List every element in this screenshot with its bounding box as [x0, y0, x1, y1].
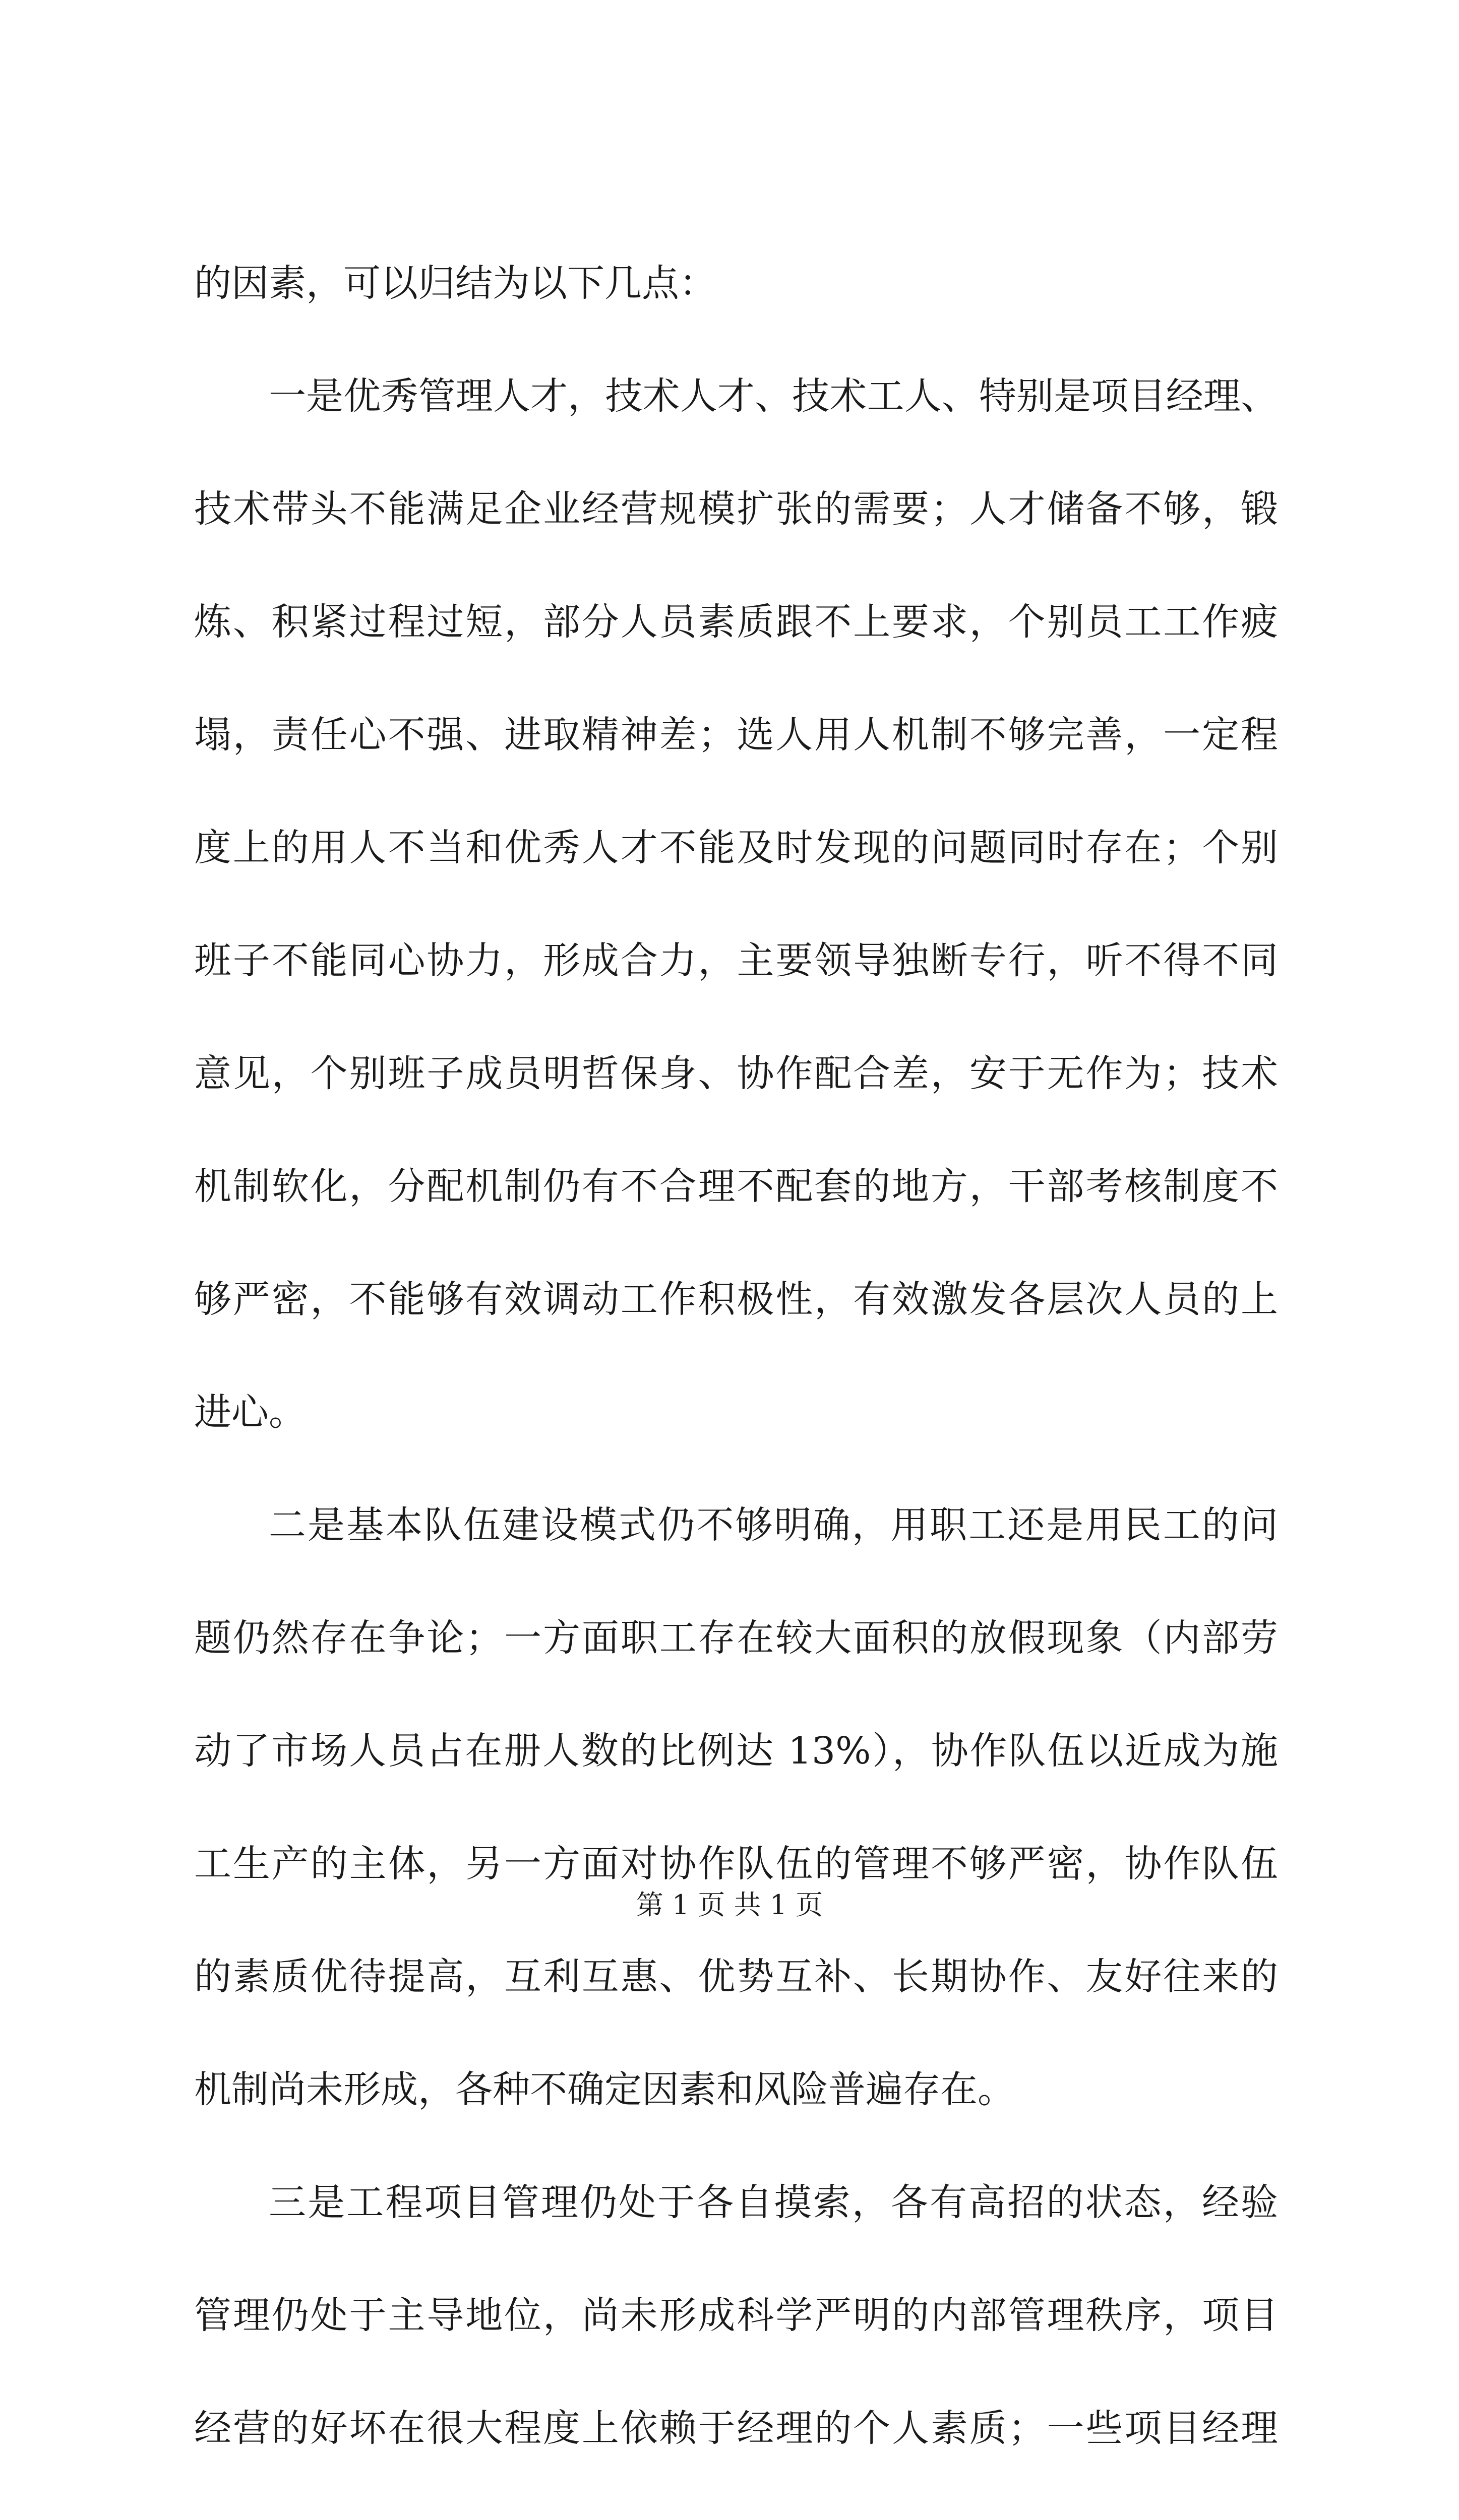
text-line: 管理仍处于主导地位，尚未形成科学严明的内部管理秩序，项目 — [194, 2294, 1278, 2337]
text-line: 炼、积紧过程过短，部分人员素质跟不上要求，个别员工工作疲 — [194, 600, 1278, 644]
text-line: 的素质优待提高，互利互惠、优势互补、长期协作、友好往来的 — [194, 1955, 1278, 1998]
paragraph-2-first-line: 二是基本队伍建设模式仍不够明确，用职工还是用民工的问 — [269, 1503, 1278, 1547]
text-line: 工生产的主体，另一方面对协作队伍的管理不够严密，协作队伍 — [194, 1842, 1278, 1885]
text-line: 动了市场人员占在册人数的比例达 13%），协作队伍以近成为施 — [194, 1729, 1278, 1773]
text-line: 机制软化，分配机制仍有不合理不配套的地方，干部考核制度不 — [194, 1165, 1278, 1208]
text-line: 经营的好坏在很大程度上依赖于经理的个人素质；一些项目经理 — [194, 2407, 1278, 2450]
text-line: 度上的用人不当和优秀人才不能及时发现的问题同时存在；个别 — [194, 826, 1278, 869]
document-body — [194, 227, 1278, 2520]
text-line: 塌，责任心不强、进取精神差；选人用人机制不够完善，一定程 — [194, 713, 1278, 757]
text-line: 技术带头不能满足企业经营规模扩张的需要；人才储备不够，锻 — [194, 487, 1278, 531]
text-line: 进心。 — [194, 1391, 306, 1434]
text-line: 题仍然存在争论；一方面职工存在较大面积的放假现象（内部劳 — [194, 1616, 1278, 1660]
page-footer: 第 1 页 共 1 页 — [636, 1889, 823, 1921]
paragraph-1-first-line: 一是优秀管理人才，技术人才、技术工人、特别是项目经理、 — [269, 374, 1278, 418]
text-line: 意见，个别班子成员明哲保身、协作配合差，安于无作为；技术 — [194, 1052, 1278, 1095]
text-line: 够严密，不能够有效调动工作积极性，有效激发各层次人员的上 — [194, 1278, 1278, 1321]
text-line — [194, 2485, 1278, 2520]
text-line: 班子不能同心协力，形成合力，主要领导独断专行，听不得不同 — [194, 939, 1278, 982]
text-line: 的因素，可以归结为以下几点： — [194, 262, 716, 305]
text-line: 机制尚未形成，各种不确定因素和风险普遍存在。 — [194, 2068, 1015, 2111]
paragraph-3-first-line: 三是工程项目管理仍处于各自摸索，各有高招的状态，经验 — [269, 2181, 1278, 2224]
